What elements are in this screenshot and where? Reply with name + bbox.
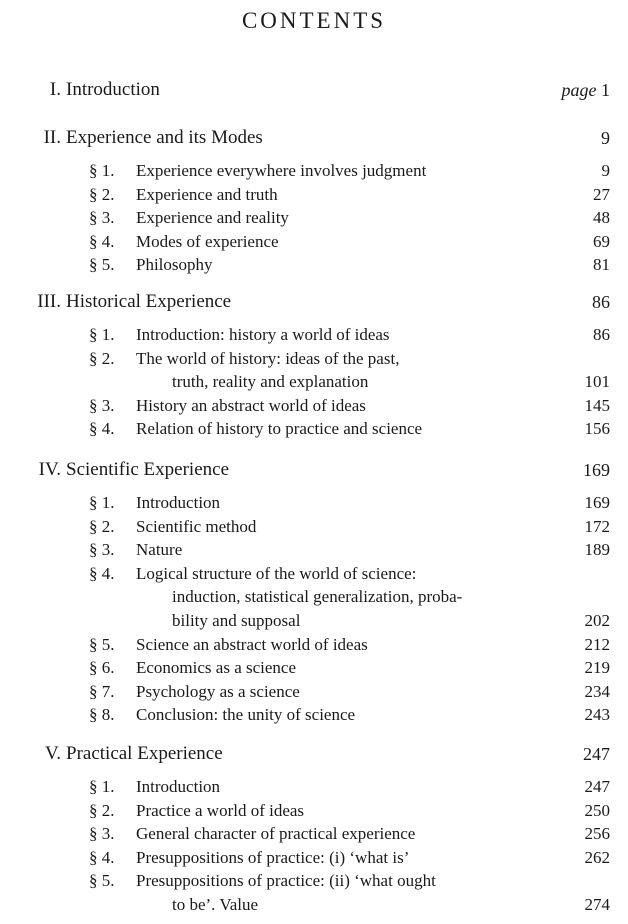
section-mark: § 4.	[89, 231, 115, 251]
section-row[interactable]	[0, 323, 628, 347]
chapter-page-number	[601, 126, 610, 150]
chapter-row[interactable]	[0, 290, 628, 314]
section-mark: § 5.	[89, 255, 115, 275]
section-continuation-row[interactable]	[0, 370, 628, 394]
section-row[interactable]	[0, 183, 628, 207]
section-continuation-row[interactable]	[0, 893, 628, 917]
section-page-number: 69	[593, 231, 610, 251]
section-page-number: 27	[593, 184, 610, 204]
section-title-line: to be’. Value	[172, 895, 259, 914]
section-title-line: General character of practical experience	[136, 824, 416, 844]
chapter-title: Practical Experience	[66, 743, 223, 764]
section-mark: § 3.	[89, 824, 115, 844]
section-title-line: Logical structure of the world of science:	[136, 563, 417, 583]
section-row[interactable]	[0, 253, 628, 277]
chapter-number: I.	[49, 79, 61, 100]
chapter-number: V.	[44, 743, 61, 764]
section-title-line: Science an abstract world of ideas	[136, 634, 368, 654]
section-mark: § 3.	[89, 395, 115, 415]
section-mark: § 4.	[89, 419, 115, 439]
section-page-number: 81	[593, 255, 610, 275]
section-row[interactable]	[0, 869, 628, 893]
section-mark: § 7.	[89, 681, 115, 701]
section-title-line: Introduction	[136, 493, 221, 512]
chapter-page-number	[583, 742, 610, 766]
section-row[interactable]	[0, 230, 628, 254]
section-row[interactable]	[0, 562, 628, 586]
section-row[interactable]	[0, 538, 628, 562]
section-title-line: Scientific method	[136, 516, 257, 536]
section-mark: § 1.	[89, 493, 115, 512]
section-page-number: 243	[584, 705, 610, 725]
section-mark: § 2.	[89, 184, 115, 204]
section-title-line: Economics as a science	[136, 658, 297, 678]
chapter-title: Introduction	[66, 79, 160, 100]
chapter-page-number	[562, 78, 611, 102]
section-page-number: 169	[584, 493, 610, 512]
section-title-line: Introduction: history a world of ideas	[136, 325, 390, 344]
section-row[interactable]	[0, 775, 628, 799]
section-title-line: Nature	[136, 540, 183, 560]
section-page-number: 86	[593, 325, 610, 344]
section-title-line: Experience and reality	[136, 208, 289, 228]
section-title-line: Philosophy	[136, 255, 213, 275]
section-row[interactable]	[0, 347, 628, 371]
section-mark: § 1.	[89, 161, 115, 180]
chapter-title: Experience and its Modes	[66, 127, 263, 148]
section-page-number: 189	[584, 540, 610, 560]
section-page-number: 9	[601, 161, 610, 180]
chapter-row[interactable]	[0, 458, 628, 482]
page-title: CONTENTS	[241, 8, 387, 33]
section-title-line: Presuppositions of practice: (i) ‘what is’	[136, 847, 410, 867]
section-title-line: Relation of history to practice and science	[136, 419, 423, 439]
section-row[interactable]	[0, 159, 628, 183]
section-title-line: Conclusion: the unity of science	[136, 705, 356, 725]
section-row[interactable]	[0, 822, 628, 846]
section-row[interactable]	[0, 515, 628, 539]
chapter-number: IV.	[38, 459, 61, 480]
section-mark: § 1.	[89, 777, 115, 796]
section-title-line: The world of history: ideas of the past,	[136, 348, 400, 368]
section-title-line: Experience everywhere involves judgment	[136, 161, 427, 180]
section-mark: § 4.	[89, 847, 115, 867]
section-mark: § 1.	[89, 325, 115, 344]
section-row[interactable]	[0, 417, 628, 441]
chapter-page-number	[583, 458, 610, 482]
section-mark: § 2.	[89, 348, 115, 368]
section-title-line: truth, reality and explanation	[172, 372, 369, 392]
section-mark: § 2.	[89, 800, 115, 820]
section-title-line: Introduction	[136, 777, 221, 796]
chapter-title: Scientific Experience	[66, 459, 230, 480]
section-mark: § 4.	[89, 563, 115, 583]
section-page-number: 274	[584, 895, 610, 914]
chapter-number: III.	[37, 291, 61, 312]
section-page-number: 212	[584, 634, 610, 654]
section-title-line: Modes of experience	[136, 231, 279, 251]
chapter-title: Historical Experience	[66, 291, 232, 312]
section-mark: § 3.	[89, 208, 115, 228]
section-row[interactable]	[0, 394, 628, 418]
section-page-number: 48	[593, 208, 610, 228]
chapter-page-number	[592, 290, 610, 314]
section-page-number: 262	[584, 847, 610, 867]
section-page-number: 202	[584, 611, 610, 630]
chapter-number: II.	[43, 127, 61, 148]
section-page-number: 247	[584, 777, 610, 796]
section-title-line: induction, statistical generalization, proba-	[172, 587, 463, 607]
page-value: 9	[601, 128, 610, 148]
section-title-line: bility and supposal	[172, 611, 301, 630]
section-row[interactable]	[0, 491, 628, 515]
chapter-row[interactable]	[0, 742, 628, 766]
section-mark: § 6.	[89, 658, 115, 678]
section-row[interactable]	[0, 846, 628, 870]
section-mark: § 5.	[89, 634, 115, 654]
section-title-line: Experience and truth	[136, 184, 278, 204]
section-row[interactable]	[0, 656, 628, 680]
section-row[interactable]	[0, 633, 628, 657]
section-page-number: 101	[584, 372, 610, 392]
section-title-line: Practice a world of ideas	[136, 800, 305, 820]
section-mark: § 8.	[89, 705, 115, 725]
chapter-row[interactable]	[0, 78, 628, 102]
section-continuation-row[interactable]	[0, 585, 628, 609]
section-row[interactable]	[0, 206, 628, 230]
section-row[interactable]	[0, 799, 628, 823]
page-value: 1	[601, 80, 610, 100]
section-mark: § 2.	[89, 516, 115, 536]
page-value: 86	[592, 292, 610, 312]
section-page-number: 256	[584, 824, 610, 844]
section-title-line: History an abstract world of ideas	[136, 395, 366, 415]
section-page-number: 250	[584, 800, 610, 820]
section-mark: § 5.	[89, 871, 115, 891]
section-page-number: 219	[584, 658, 610, 678]
section-page-number: 172	[584, 516, 610, 536]
section-page-number: 145	[584, 395, 610, 415]
section-row[interactable]	[0, 703, 628, 727]
section-page-number: 234	[584, 681, 610, 701]
section-title-line: Psychology as a science	[136, 681, 300, 701]
page-label: page	[561, 80, 597, 100]
page-value: 169	[583, 460, 610, 480]
section-page-number: 156	[584, 419, 610, 439]
section-mark: § 3.	[89, 540, 115, 560]
chapter-row[interactable]	[0, 126, 628, 150]
section-continuation-row[interactable]	[0, 609, 628, 633]
page-value: 247	[583, 744, 610, 764]
section-title-line: Presuppositions of practice: (ii) ‘what ought	[136, 871, 436, 891]
section-row[interactable]	[0, 680, 628, 704]
